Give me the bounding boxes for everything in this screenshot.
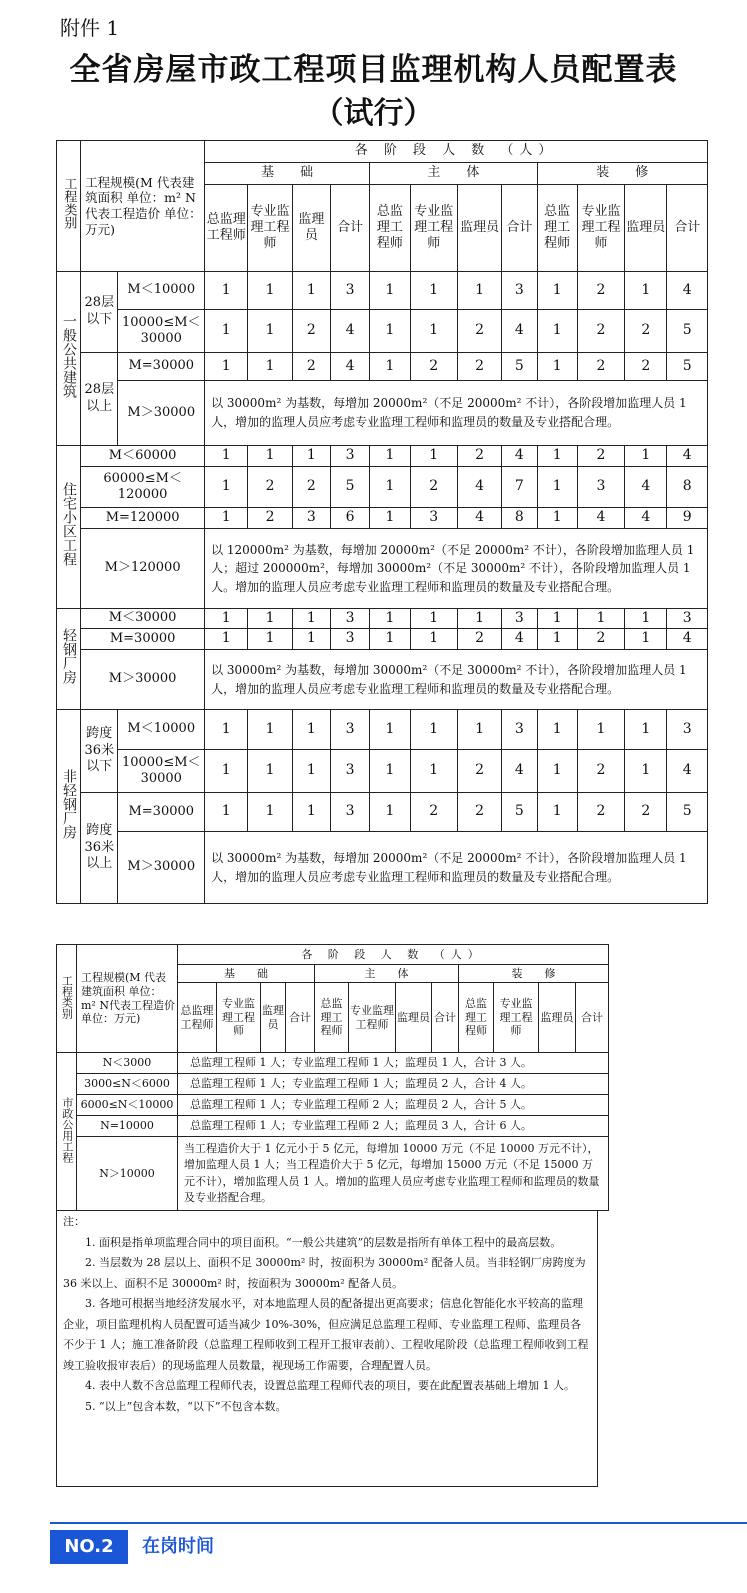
value-cell: 1 bbox=[410, 750, 457, 793]
value-cell: 1 bbox=[205, 508, 248, 529]
value-cell: 1 bbox=[410, 272, 457, 310]
value-cell: 4 bbox=[457, 508, 501, 529]
staffing-text: 当工程造价大于 1 亿元小于 5 亿元，每增加 10000 万元（不足 10000 万元不计），增加监理人员 1 人；当工程造价大于 5 亿元，每增加 15000 万元（不足 15000 万元不计），增加监理人员 1 人。增加的监理人员应考虑专业监理工程师和监理员的数量及专业搭配合理。 bbox=[178, 1137, 609, 1211]
staffing-text: 总监理工程师 1 人；专业监理工程师 1 人；监理员 1 人，合计 3 人。 bbox=[178, 1053, 609, 1074]
value-cell: 3 bbox=[331, 793, 370, 832]
table-row bbox=[57, 310, 708, 353]
value-cell: 4 bbox=[625, 467, 667, 508]
rule-note: 以 30000m² 为基数，每增加 30000m²（不足 30000m² 不计），各阶段增加监理人员 1 人，增加的监理人员应考虑专业监理工程师和监理员的数量及专业搭配合理。 bbox=[205, 650, 708, 710]
scale-cell: M＞30000 bbox=[118, 381, 205, 446]
value-cell: 1 bbox=[370, 508, 410, 529]
value-cell: 4 bbox=[502, 750, 537, 793]
value-cell: 1 bbox=[370, 750, 410, 793]
value-cell: 1 bbox=[205, 629, 248, 650]
value-cell: 3 bbox=[331, 446, 370, 467]
value-cell: 1 bbox=[292, 609, 330, 629]
value-cell: 1 bbox=[248, 609, 292, 629]
value-cell: 3 bbox=[331, 272, 370, 310]
value-cell: 2 bbox=[577, 793, 624, 832]
sub-header-col-9: 专业监理工程师 bbox=[494, 983, 539, 1053]
value-cell: 1 bbox=[537, 793, 577, 832]
value-cell: 1 bbox=[537, 446, 577, 467]
value-cell: 5 bbox=[502, 793, 537, 832]
staffing-text: 总监理工程师 1 人；专业监理工程师 1 人；监理员 2 人，合计 4 人。 bbox=[178, 1074, 609, 1095]
group-name-text: 一般公共建筑 bbox=[61, 313, 78, 398]
scale-cell: M=30000 bbox=[118, 793, 205, 832]
value-cell: 1 bbox=[625, 272, 667, 310]
page-subtitle: （试行） bbox=[313, 96, 434, 131]
value-cell: 2 bbox=[625, 793, 667, 832]
value-cell: 1 bbox=[205, 272, 248, 310]
header-category-2 bbox=[57, 945, 77, 1053]
note-item: 3. 各地可根据当地经济发展水平，对本地监理人员的配备提出更高要求；信息化智能化水平较高的监理企业，项目监理机构人员配置可适当减少 10%-30%，但应满足总监理工程师、专业监理工程师、监理员各不少于 1 人；施工准备阶段（总监理工程师收到工程开工报审表前）、工程收尾阶段（总监理工程师收到工程竣工验收报审表后）的现场监理人员数量，视现场工作需要，合理配置人员。 bbox=[63, 1297, 589, 1372]
scale-cell: M＞30000 bbox=[118, 832, 205, 904]
scale-cell: M＞120000 bbox=[81, 529, 205, 609]
value-cell: 1 bbox=[248, 446, 292, 467]
value-cell: 2 bbox=[457, 310, 501, 353]
table-row bbox=[57, 1116, 609, 1137]
value-cell: 2 bbox=[577, 750, 624, 793]
staffing-table-municipal bbox=[56, 944, 609, 1211]
value-cell: 4 bbox=[667, 272, 708, 310]
value-cell: 4 bbox=[331, 310, 370, 353]
stage-foundation: 基 础 bbox=[205, 163, 370, 185]
value-cell: 1 bbox=[205, 750, 248, 793]
page-title: 全省房屋市政工程项目监理机构人员配置表 bbox=[69, 52, 678, 88]
value-cell: 2 bbox=[457, 353, 501, 381]
value-cell: 1 bbox=[292, 272, 330, 310]
header-category bbox=[57, 141, 81, 272]
value-cell: 1 bbox=[457, 609, 501, 629]
sub-header-col-1: 专业监理工程师 bbox=[217, 983, 261, 1053]
sub-header-col-3: 合计 bbox=[331, 185, 370, 272]
value-cell: 1 bbox=[625, 750, 667, 793]
sub-header-col-6: 监理员 bbox=[457, 185, 501, 272]
sub-header-col-5: 专业监理工程师 bbox=[349, 983, 396, 1053]
value-cell: 3 bbox=[667, 609, 708, 629]
sub-header-col-8: 总监理工程师 bbox=[537, 185, 577, 272]
value-cell: 2 bbox=[577, 629, 624, 650]
value-cell: 2 bbox=[292, 310, 330, 353]
sub-header-col-4: 总监理工程师 bbox=[370, 185, 410, 272]
sub-header-col-11: 合计 bbox=[576, 983, 609, 1053]
staffing-table-buildings bbox=[56, 140, 708, 904]
value-cell: 1 bbox=[205, 310, 248, 353]
value-cell: 2 bbox=[577, 446, 624, 467]
value-cell: 1 bbox=[248, 750, 292, 793]
header-stage-2: 各 阶 段 人 数 （人） bbox=[178, 945, 609, 965]
scale-cell: M＜30000 bbox=[81, 609, 205, 629]
staffing-text: 总监理工程师 1 人；专业监理工程师 2 人；监理员 3 人，合计 6 人。 bbox=[178, 1116, 609, 1137]
value-cell: 1 bbox=[410, 629, 457, 650]
value-cell: 6 bbox=[331, 508, 370, 529]
table-row bbox=[57, 1074, 609, 1095]
value-cell: 5 bbox=[667, 793, 708, 832]
scale-cell: M＜10000 bbox=[118, 710, 205, 750]
sub-header-col-4: 总监理工程师 bbox=[315, 983, 349, 1053]
value-cell: 1 bbox=[248, 710, 292, 750]
value-cell: 1 bbox=[248, 629, 292, 650]
scale-cell: M＞30000 bbox=[81, 650, 205, 710]
value-cell: 2 bbox=[457, 750, 501, 793]
table-row bbox=[57, 272, 708, 310]
value-cell: 1 bbox=[292, 793, 330, 832]
scale-cell: 3000≤N＜6000 bbox=[77, 1074, 178, 1095]
rule-note: 以 30000m² 为基数，每增加 20000m²（不足 20000m² 不计），各阶段增加监理人员 1 人，增加的监理人员应考虑专业监理工程师和监理员的数量及专业搭配合理。 bbox=[205, 381, 708, 446]
notes-block bbox=[56, 1210, 598, 1487]
header-scale: 工程规模(M 代表建筑面积 单位：m² N代表工程造价 单位：万元) bbox=[81, 141, 205, 272]
sub-header-col-2: 监理员 bbox=[292, 185, 330, 272]
value-cell: 2 bbox=[577, 272, 624, 310]
value-cell: 3 bbox=[667, 710, 708, 750]
value-cell: 4 bbox=[667, 750, 708, 793]
table-row bbox=[57, 609, 708, 629]
value-cell: 1 bbox=[292, 446, 330, 467]
value-cell: 5 bbox=[667, 353, 708, 381]
value-cell: 4 bbox=[331, 353, 370, 381]
value-cell: 1 bbox=[292, 629, 330, 650]
value-cell: 1 bbox=[248, 353, 292, 381]
sub-header-col-0: 总监理工程师 bbox=[178, 983, 217, 1053]
value-cell: 1 bbox=[370, 793, 410, 832]
attachment-label: 附件 1 bbox=[60, 16, 120, 40]
sub-header-col-3: 合计 bbox=[286, 983, 315, 1053]
value-cell: 1 bbox=[205, 710, 248, 750]
value-cell: 4 bbox=[502, 310, 537, 353]
value-cell: 1 bbox=[370, 629, 410, 650]
stage-decoration-2: 装 修 bbox=[459, 965, 609, 983]
value-cell: 1 bbox=[537, 629, 577, 650]
value-cell: 3 bbox=[292, 508, 330, 529]
table-row bbox=[57, 1053, 609, 1074]
stage-foundation-2: 基 础 bbox=[178, 965, 315, 983]
table-row bbox=[57, 793, 708, 832]
table-row bbox=[57, 508, 708, 529]
section-header bbox=[50, 1522, 747, 1564]
value-cell: 4 bbox=[502, 629, 537, 650]
scale-cell: M＜10000 bbox=[118, 272, 205, 310]
header-scale-2: 工程规模(M 代表建筑面积 单位：m² N代表工程造价 单位：万元) bbox=[77, 945, 178, 1053]
value-cell: 4 bbox=[625, 508, 667, 529]
staffing-text: 总监理工程师 1 人；专业监理工程师 2 人；监理员 2 人，合计 5 人。 bbox=[178, 1095, 609, 1116]
scale-cell: 10000≤M＜30000 bbox=[118, 310, 205, 353]
value-cell: 2 bbox=[248, 467, 292, 508]
group-name-text: 轻钢厂房 bbox=[61, 628, 78, 685]
header-category-2-text: 工程类别 bbox=[60, 974, 74, 1019]
header-stage: 各 阶 段 人 数 （人） bbox=[205, 141, 708, 163]
value-cell: 1 bbox=[205, 446, 248, 467]
table-row bbox=[57, 629, 708, 650]
value-cell: 1 bbox=[625, 710, 667, 750]
value-cell: 1 bbox=[410, 710, 457, 750]
header-category-text: 工程类别 bbox=[61, 177, 77, 230]
table-row bbox=[57, 832, 708, 904]
group-name-text: 非轻钢厂房 bbox=[61, 768, 78, 839]
table-row bbox=[57, 750, 708, 793]
note-item: 5. “以上”包含本数，“以下”不包含本数。 bbox=[85, 1399, 287, 1413]
scale-cell: 60000≤M＜120000 bbox=[81, 467, 205, 508]
scale-cell: M=120000 bbox=[81, 508, 205, 529]
scale-cell: M＜60000 bbox=[81, 446, 205, 467]
sub-header-col-1: 专业监理工程师 bbox=[248, 185, 292, 272]
value-cell: 1 bbox=[370, 609, 410, 629]
sub-header-col-9: 专业监理工程师 bbox=[577, 185, 624, 272]
value-cell: 5 bbox=[331, 467, 370, 508]
value-cell: 1 bbox=[370, 710, 410, 750]
table-row bbox=[57, 710, 708, 750]
group-sub-lower: 28层以下 bbox=[81, 272, 118, 353]
value-cell: 1 bbox=[205, 609, 248, 629]
value-cell: 1 bbox=[537, 508, 577, 529]
value-cell: 4 bbox=[667, 446, 708, 467]
value-cell: 1 bbox=[292, 710, 330, 750]
section-badge: NO.2 bbox=[50, 1530, 128, 1564]
sub-header-col-10: 监理员 bbox=[539, 983, 576, 1053]
table-row bbox=[57, 529, 708, 609]
value-cell: 1 bbox=[537, 310, 577, 353]
value-cell: 4 bbox=[577, 508, 624, 529]
value-cell: 4 bbox=[667, 629, 708, 650]
value-cell: 2 bbox=[457, 446, 501, 467]
value-cell: 1 bbox=[625, 629, 667, 650]
value-cell: 1 bbox=[248, 310, 292, 353]
value-cell: 3 bbox=[331, 629, 370, 650]
value-cell: 3 bbox=[502, 710, 537, 750]
value-cell: 1 bbox=[370, 446, 410, 467]
value-cell: 2 bbox=[410, 467, 457, 508]
group-name bbox=[57, 446, 81, 609]
value-cell: 2 bbox=[410, 353, 457, 381]
group-name bbox=[57, 609, 81, 710]
value-cell: 4 bbox=[502, 446, 537, 467]
sub-header-col-10: 监理员 bbox=[625, 185, 667, 272]
group-name-text: 住宅小区工程 bbox=[61, 482, 78, 567]
sub-header-col-0: 总监理工程师 bbox=[205, 185, 248, 272]
value-cell: 2 bbox=[457, 629, 501, 650]
table-row bbox=[57, 467, 708, 508]
table-row bbox=[57, 353, 708, 381]
scale-cell: M=30000 bbox=[81, 629, 205, 650]
note-item: 2. 当层数为 28 层以上、面积不足 30000m² 时，按面积为 30000m² 配备人员。当非轻钢厂房跨度为 36 米以上、面积不足 30000m² 时，按面积为 30000m² 配备人员。 bbox=[63, 1256, 586, 1290]
value-cell: 1 bbox=[205, 793, 248, 832]
sub-header-col-6: 监理员 bbox=[396, 983, 432, 1053]
value-cell: 3 bbox=[502, 272, 537, 310]
rule-note: 以 30000m² 为基数，每增加 20000m²（不足 20000m² 不计），各阶段增加监理人员 1 人，增加的监理人员应考虑专业监理工程师和监理员的数量及专业搭配合理。 bbox=[205, 832, 708, 904]
scale-cell: 6000≤N＜10000 bbox=[77, 1095, 178, 1116]
value-cell: 1 bbox=[457, 710, 501, 750]
table-row bbox=[57, 446, 708, 467]
value-cell: 2 bbox=[457, 793, 501, 832]
group-sub-upper: 跨度36米以上 bbox=[81, 793, 118, 904]
value-cell: 1 bbox=[248, 793, 292, 832]
value-cell: 1 bbox=[625, 609, 667, 629]
category-municipal bbox=[57, 1053, 77, 1211]
sub-header-col-5: 专业监理工程师 bbox=[410, 185, 457, 272]
sub-header-col-2: 监理员 bbox=[261, 983, 286, 1053]
value-cell: 8 bbox=[667, 467, 708, 508]
value-cell: 4 bbox=[457, 467, 501, 508]
stage-structure: 主 体 bbox=[370, 163, 537, 185]
value-cell: 1 bbox=[457, 272, 501, 310]
value-cell: 2 bbox=[292, 467, 330, 508]
value-cell: 3 bbox=[331, 750, 370, 793]
value-cell: 1 bbox=[410, 446, 457, 467]
value-cell: 1 bbox=[537, 272, 577, 310]
value-cell: 1 bbox=[370, 353, 410, 381]
value-cell: 1 bbox=[370, 467, 410, 508]
value-cell: 1 bbox=[625, 446, 667, 467]
group-sub-upper: 28层以上 bbox=[81, 353, 118, 446]
rule-note: 以 120000m² 为基数，每增加 20000m²（不足 20000m² 不计），各阶段增加监理人员 1 人；超过 200000m²，每增加 30000m²（不足 30000m² 不计），各阶段增加监理人员 1 人。增加的监理人员应考虑专业监理工程师和监理员的数量及专业搭配合理。 bbox=[205, 529, 708, 609]
sub-header-col-7: 合计 bbox=[432, 983, 459, 1053]
value-cell: 1 bbox=[537, 353, 577, 381]
note-item: 1. 面积是指单项监理合同中的项目面积。“一般公共建筑”的层数是指所有单体工程中的最高层数。 bbox=[85, 1235, 562, 1249]
value-cell: 1 bbox=[410, 310, 457, 353]
value-cell: 8 bbox=[502, 508, 537, 529]
scale-cell: 10000≤M＜30000 bbox=[118, 750, 205, 793]
section-title: 在岗时间 bbox=[142, 1536, 214, 1557]
sub-header-col-8: 总监理工程师 bbox=[459, 983, 494, 1053]
value-cell: 3 bbox=[577, 467, 624, 508]
sub-header-col-7: 合计 bbox=[502, 185, 537, 272]
sub-header-col-11: 合计 bbox=[667, 185, 708, 272]
value-cell: 1 bbox=[410, 609, 457, 629]
table-row bbox=[57, 650, 708, 710]
value-cell: 1 bbox=[205, 467, 248, 508]
value-cell: 1 bbox=[292, 750, 330, 793]
value-cell: 2 bbox=[577, 353, 624, 381]
notes-heading: 注： bbox=[63, 1215, 85, 1228]
stage-structure-2: 主 体 bbox=[315, 965, 459, 983]
value-cell: 7 bbox=[502, 467, 537, 508]
value-cell: 1 bbox=[537, 609, 577, 629]
scale-cell: N＞10000 bbox=[77, 1137, 178, 1211]
scale-cell: M=30000 bbox=[118, 353, 205, 381]
stage-decoration: 装 修 bbox=[537, 163, 708, 185]
value-cell: 1 bbox=[248, 272, 292, 310]
value-cell: 3 bbox=[410, 508, 457, 529]
value-cell: 2 bbox=[625, 353, 667, 381]
value-cell: 1 bbox=[370, 310, 410, 353]
value-cell: 1 bbox=[577, 710, 624, 750]
value-cell: 3 bbox=[331, 710, 370, 750]
table-row bbox=[57, 1137, 609, 1211]
value-cell: 5 bbox=[667, 310, 708, 353]
table-row bbox=[57, 381, 708, 446]
scale-cell: N=10000 bbox=[77, 1116, 178, 1137]
value-cell: 2 bbox=[292, 353, 330, 381]
value-cell: 1 bbox=[205, 353, 248, 381]
note-item: 4. 表中人数不含总监理工程师代表，设置总监理工程师代表的项目，要在此配置表基础上增加 1 人。 bbox=[85, 1379, 575, 1392]
category-municipal-text: 市政公用工程 bbox=[60, 1096, 74, 1163]
value-cell: 3 bbox=[502, 609, 537, 629]
value-cell: 1 bbox=[537, 710, 577, 750]
value-cell: 5 bbox=[502, 353, 537, 381]
value-cell: 2 bbox=[410, 793, 457, 832]
value-cell: 2 bbox=[577, 310, 624, 353]
group-sub-lower: 跨度36米以下 bbox=[81, 710, 118, 793]
table-row bbox=[57, 1095, 609, 1116]
value-cell: 1 bbox=[537, 750, 577, 793]
value-cell: 2 bbox=[625, 310, 667, 353]
group-name bbox=[57, 272, 81, 446]
value-cell: 3 bbox=[331, 609, 370, 629]
group-name bbox=[57, 710, 81, 904]
value-cell: 9 bbox=[667, 508, 708, 529]
value-cell: 1 bbox=[537, 467, 577, 508]
value-cell: 2 bbox=[248, 508, 292, 529]
value-cell: 1 bbox=[577, 609, 624, 629]
scale-cell: N＜3000 bbox=[77, 1053, 178, 1074]
value-cell: 1 bbox=[370, 272, 410, 310]
